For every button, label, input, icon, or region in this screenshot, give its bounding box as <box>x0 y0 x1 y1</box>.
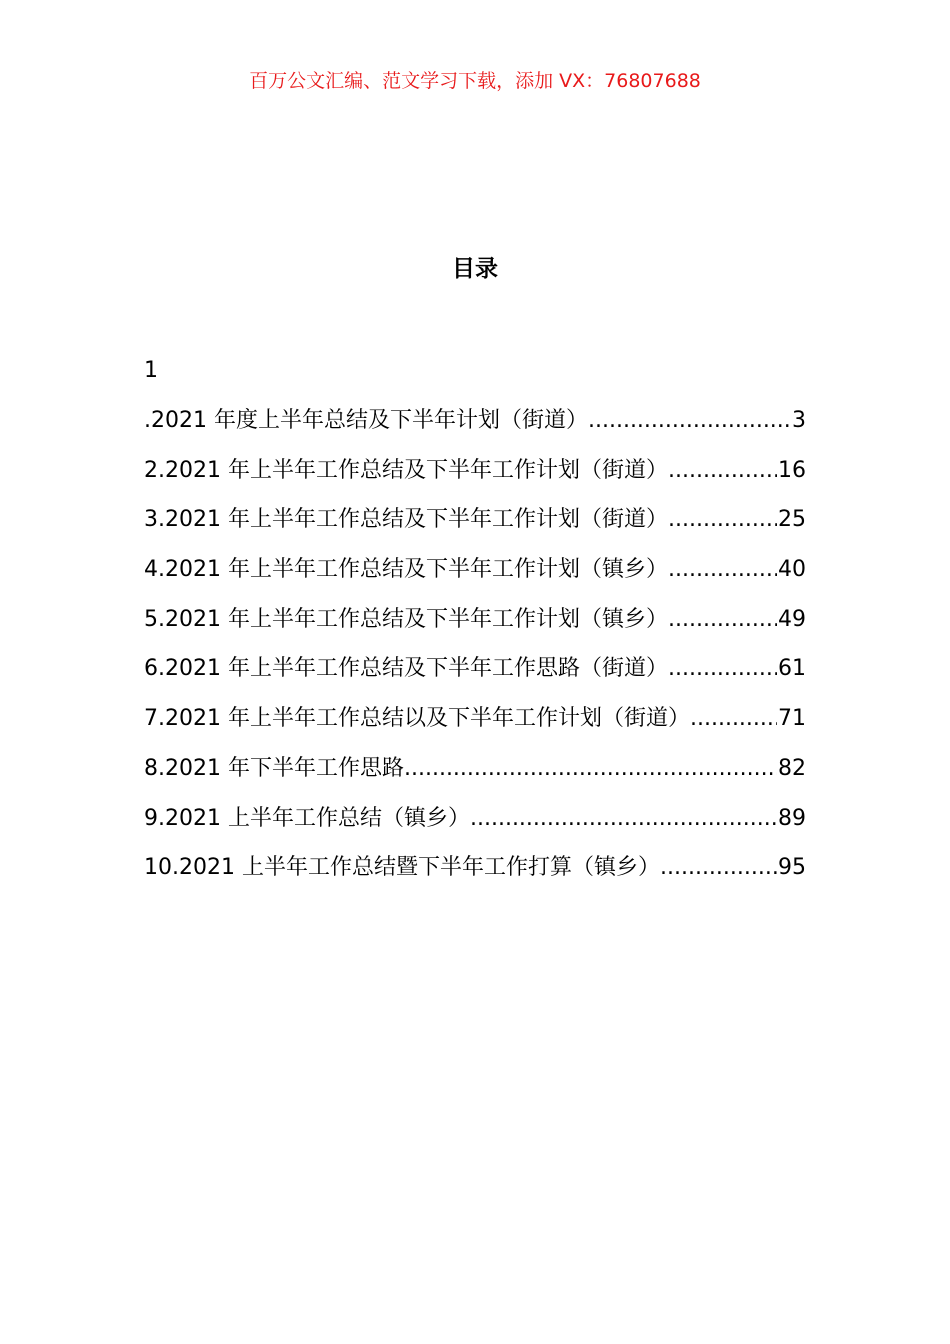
toc-entry-title: 10.2021 上半年工作总结暨下半年工作打算（镇乡） <box>144 855 660 881</box>
toc-dot-leader <box>660 851 777 885</box>
toc-lead-number: 1 <box>144 358 158 383</box>
toc-dot-leader <box>668 503 777 537</box>
toc-entry-page: 82 <box>778 755 806 781</box>
toc-dot-leader <box>668 652 777 686</box>
table-of-contents <box>144 354 806 901</box>
toc-entry[interactable] <box>144 553 806 603</box>
toc-entry-title: 9.2021 上半年工作总结（镇乡） <box>144 805 470 831</box>
toc-dot-leader <box>470 802 777 836</box>
toc-entry[interactable] <box>144 702 806 752</box>
toc-entry-page: 16 <box>778 457 806 483</box>
toc-entry[interactable] <box>144 752 806 802</box>
toc-entry-title: 6.2021 年上半年工作总结及下半年工作思路（街道） <box>144 656 668 682</box>
toc-entry-title: 4.2021 年上半年工作总结及下半年工作计划（镇乡） <box>144 557 668 583</box>
toc-dot-leader <box>588 404 791 438</box>
toc-title: 目录 <box>452 256 498 282</box>
toc-entry-title: 7.2021 年上半年工作总结以及下半年工作计划（街道） <box>144 706 690 732</box>
toc-entry-title: 5.2021 年上半年工作总结及下半年工作计划（镇乡） <box>144 606 668 632</box>
toc-entry[interactable] <box>144 802 806 852</box>
toc-entry-title: 3.2021 年上半年工作总结及下半年工作计划（街道） <box>144 507 668 533</box>
toc-entry-page: 71 <box>778 706 806 732</box>
toc-entry[interactable] <box>144 851 806 901</box>
toc-entry-page: 95 <box>778 855 806 881</box>
toc-entry[interactable] <box>144 603 806 653</box>
toc-entry[interactable] <box>144 652 806 702</box>
header-watermark-note: 百万公文汇编、范文学习下载，添加 VX：76807688 <box>249 70 701 92</box>
toc-dot-leader <box>668 454 777 488</box>
toc-entry[interactable] <box>144 503 806 553</box>
toc-entry[interactable] <box>144 404 806 454</box>
toc-entry[interactable] <box>144 454 806 504</box>
toc-dot-leader <box>668 603 777 637</box>
toc-dot-leader <box>668 553 777 587</box>
toc-entry-page: 49 <box>778 606 806 632</box>
toc-dot-leader <box>404 752 777 786</box>
toc-entry-page: 40 <box>778 557 806 583</box>
toc-entry-title: 8.2021 年下半年工作思路 <box>144 755 404 781</box>
toc-dot-leader <box>690 702 777 736</box>
toc-entry-title: 2.2021 年上半年工作总结及下半年工作计划（街道） <box>144 457 668 483</box>
toc-entry-page: 3 <box>792 408 806 433</box>
toc-entry-page: 25 <box>778 507 806 533</box>
toc-entry-page: 61 <box>778 656 806 682</box>
toc-entry-title: .2021 年度上半年总结及下半年计划（街道） <box>144 408 588 433</box>
toc-entry-page: 89 <box>778 805 806 831</box>
